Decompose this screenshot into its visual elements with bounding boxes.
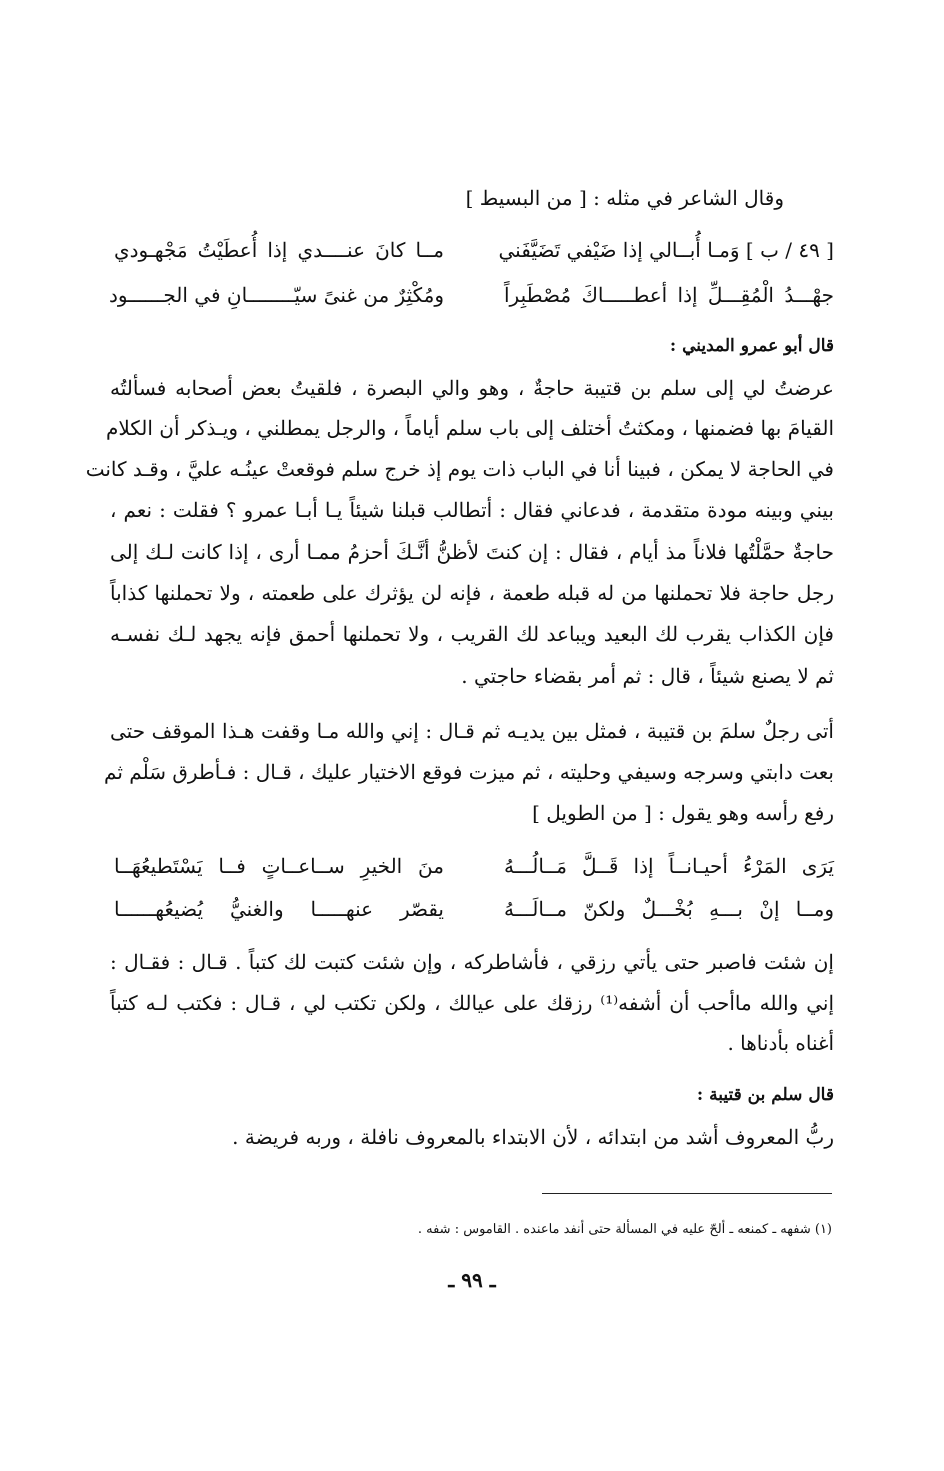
section-heading-salm: قال سلم بن قتيبة :	[696, 1085, 834, 1105]
section-heading-abu-amr: قال أبو عمرو المديني :	[669, 336, 834, 356]
page-number: ـ ٩٩ ـ	[448, 1268, 496, 1292]
poem2-line1-left: منَ الخيرِ ســاعــاتٍ فــا يَسْتَطيعُهَــا	[114, 854, 444, 878]
poem2-line1-right: يَرَى المَرْءُ أحيـانــاً إذا قَــلَّ مَــالُـــهُ	[504, 854, 834, 878]
para1-line: عرضتُ لي إلى سلم بن قتيبة حاجةٌ ، وهو والي البصرة ، فلقيتُ بعض أصحابه فسألتُه	[110, 376, 834, 400]
para4-line: ربُّ المعروف أشد من ابتدائه ، لأن الابتداء بالمعروف نافلة ، وربه فريضة .	[232, 1125, 834, 1149]
poem1-line1-right: [ ٤٩ / ب ] وَمـا أُبــالي إذا ضَيْفي تَضَيَّفَني	[498, 238, 834, 262]
para1-line: بيني وبينه مودة متقدمة ، فدعاني فقال : أتطالب قبلنا شيئاً يـا أبـا عمرو ؟ فقلت : نعم ،	[110, 498, 834, 522]
poem-intro: وقال الشاعر في مثله : [ من البسيط ]	[465, 186, 784, 210]
poem2-line2-left: يقصّر عنهـــــا والغنيُّ يُضيعُهــــــا	[114, 897, 444, 921]
footnote: (١) شفهه ـ كمنعه ـ ألحّ عليه في المسألة حتى أنفد ماعنده . القاموس : شفه .	[417, 1222, 832, 1237]
poem1-line2-left: ومُكْثِرٌ من غنىً سيّــــــــانِ في الجــــــود	[108, 283, 444, 307]
para2-line: أتى رجلٌ سلمَ بن قتيبة ، فمثل بين يديـه ثم قـال : إني والله مـا وقفت هـذا الموقف حتى	[110, 719, 834, 743]
poem1-line1-left: مــا كانَ عنــــدي إذا أُعطَيْتُ مَجْهـودي	[114, 238, 444, 262]
para1-line: رجل حاجة فلا تحملنها من له قبله طعمة ، فإنه لن يؤثرك على طعمته ، ولا تحملنها كذاباً	[110, 581, 834, 605]
para1-line: القيامَ بها فضمنها ، ومكثتُ أختلف إلى باب سلم أياماً ، والرجل يمطلني ، ويـذكر أن الكلام	[105, 416, 834, 440]
para1-line: في الحاجة لا يمكن ، فبينا أنا في الباب ذات يوم إذ خرج سلم فوقعتْ عينُـه عليَّ ، وقـد كانت	[85, 457, 834, 481]
para2-line: رفع رأسه وهو يقول : [ من الطويل ]	[532, 801, 834, 825]
para3-line: إني والله ماأحب أن أشفه⁽¹⁾ رزقك على عيالك ، ولكن تكتب لي ، قـال : فكتب لـه كتباً	[110, 991, 834, 1015]
poem2-line2-right: ومــا إنْ بـــهِ بُخْـــلٌ ولكنّ مــالَـــهُ	[504, 897, 834, 921]
para2-line: بعت دابتي وسرجه وسيفي وحليته ، ثم ميزت فوقع الاختيار عليك ، قـال : فـأطرق سَلْم ثم	[104, 760, 834, 784]
poem1-line2-right: جهْـــدُ الْمُقِـــلِّ إذا أعطـــــاكَ مُصْطَبِراً	[504, 283, 834, 307]
para1-line: ثم لا يصنع شيئاً ، قال : ثم أمر بقضاء حاجتي .	[461, 664, 834, 688]
para3-line: إن شئت فاصبر حتى يأتي رزقي ، فأشاطركه ، وإن شئت كتبت لك كتباً . قـال : فقـال :	[110, 950, 834, 974]
para3-line: أغناه بأدناها .	[727, 1031, 834, 1055]
para1-line: حاجةٌ حمَّلْتُها فلاناً مذ أيام ، فقال : إن كنتَ لأظنُّ أنَّـكَ أحزمُ ممـا أرى ، إذا كانت لـك إلى	[110, 540, 835, 564]
footnote-divider	[542, 1193, 832, 1194]
para1-line: فإن الكذاب يقرب لك البعيد ويباعد لك القريب ، ولا تحملنها أحمق فإنه يجهد لـك نفسـه	[110, 622, 834, 646]
